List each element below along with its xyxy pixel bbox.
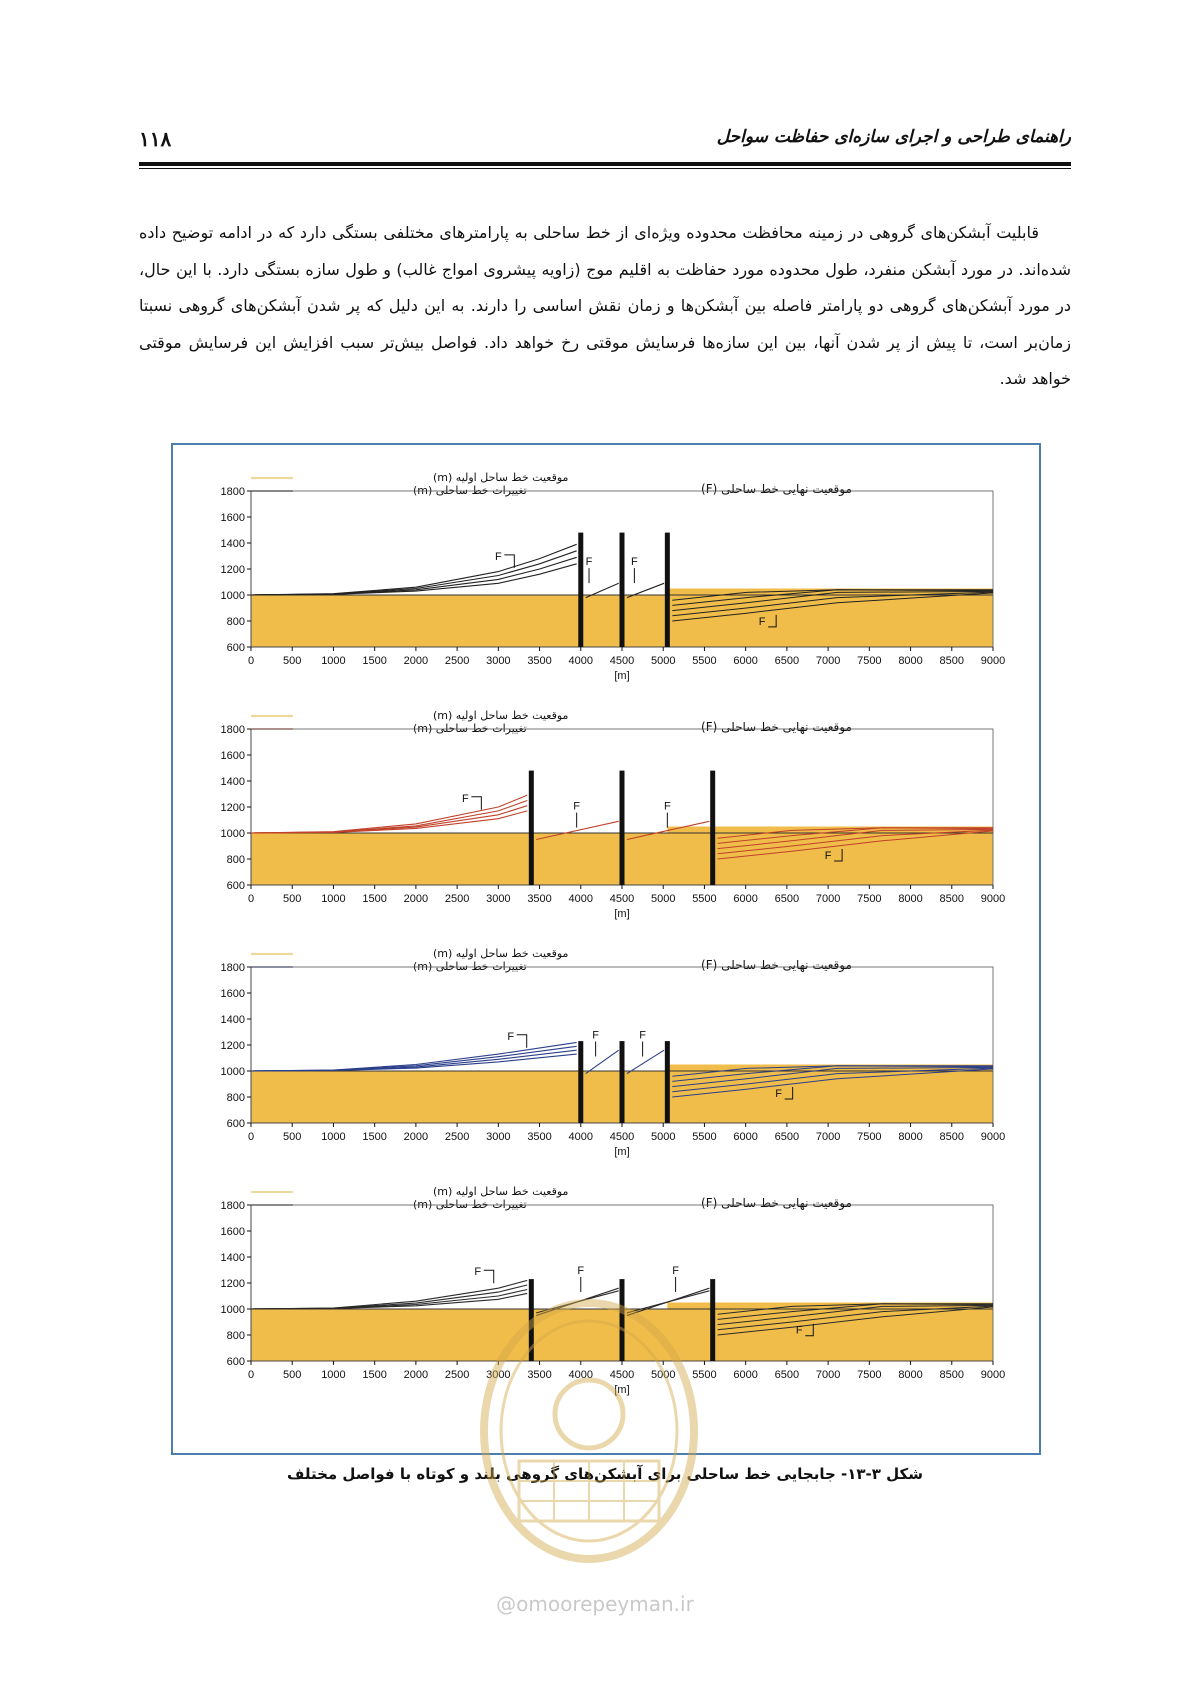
chart-panel-1 xyxy=(221,471,1006,682)
y-tick-label: 1200 xyxy=(220,564,245,576)
final-marker-label: F xyxy=(775,1088,783,1100)
groin-1 xyxy=(529,771,534,885)
y-tick-label: 1800 xyxy=(220,962,245,974)
y-tick-label: 1200 xyxy=(220,802,245,814)
final-marker-label: F xyxy=(630,556,638,569)
chart-panel-3 xyxy=(221,947,1006,1158)
final-marker-label: F xyxy=(639,1029,646,1042)
y-tick-label: 1600 xyxy=(220,512,245,524)
shoreline-curve-4 xyxy=(251,811,527,833)
shoreline-curve-3 xyxy=(251,557,577,595)
x-tick-label: 1500 xyxy=(362,655,387,667)
groin-3 xyxy=(710,771,715,885)
x-tick-label: 8500 xyxy=(939,655,965,667)
y-tick-label: 1000 xyxy=(220,590,245,602)
x-tick-label: 8500 xyxy=(939,893,965,905)
final-marker-label: F xyxy=(494,550,502,563)
groin-2 xyxy=(620,1041,625,1123)
x-tick-label: 3500 xyxy=(527,1131,552,1143)
x-tick-label: 2500 xyxy=(444,893,470,905)
x-tick-label: 2500 xyxy=(444,1369,470,1381)
x-tick-label: 8500 xyxy=(939,1131,965,1143)
x-tick-label: 5000 xyxy=(650,655,676,667)
x-tick-label: 8000 xyxy=(898,1131,923,1143)
final-marker-label: F xyxy=(795,1324,803,1337)
x-tick-label: 1000 xyxy=(321,655,346,667)
y-tick-label: 1200 xyxy=(220,1278,245,1290)
x-tick-label: 500 xyxy=(283,655,302,667)
legend-initial-label: موقعیت خط ساحل اولیه (m) xyxy=(433,471,569,484)
x-tick-label: 1000 xyxy=(321,1131,346,1143)
y-tick-label: 1600 xyxy=(220,988,245,1000)
legend-changes-label: تغییرات خط ساحلی (m) xyxy=(413,722,527,735)
groin-3 xyxy=(710,1279,715,1361)
y-tick-label: 600 xyxy=(226,1356,245,1368)
cell-shoreline xyxy=(586,1050,619,1073)
x-tick-label: 2500 xyxy=(444,1131,470,1143)
x-tick-label: 6000 xyxy=(733,1131,758,1143)
x-tick-label: 4500 xyxy=(609,1131,635,1143)
x-tick-label: 2000 xyxy=(403,1369,429,1381)
x-unit-label: [m] xyxy=(614,1146,630,1158)
y-tick-label: 1400 xyxy=(220,776,245,788)
final-marker-label: F xyxy=(507,1030,515,1043)
y-tick-label: 800 xyxy=(226,1330,245,1342)
watermark-url: @omoorepeyman.ir xyxy=(496,1592,694,1616)
x-tick-label: 9000 xyxy=(980,655,1006,667)
chart-panel-2 xyxy=(221,709,1006,920)
x-tick-label: 5500 xyxy=(692,655,717,667)
groin-1 xyxy=(578,1041,583,1123)
x-tick-label: 5000 xyxy=(650,1369,676,1381)
cell-shoreline xyxy=(627,1050,664,1073)
y-tick-label: 1400 xyxy=(220,538,245,550)
y-tick-label: 800 xyxy=(226,1092,245,1104)
x-tick-label: 5000 xyxy=(650,1131,676,1143)
y-tick-label: 1200 xyxy=(220,1040,245,1052)
x-tick-label: 2500 xyxy=(444,655,470,667)
x-tick-label: 6500 xyxy=(774,1131,800,1143)
x-tick-label: 7000 xyxy=(815,655,841,667)
institution-seal xyxy=(474,1296,704,1566)
x-tick-label: 4500 xyxy=(609,655,635,667)
body-paragraph: قابلیت آبشکن‌های گروهی در زمینه محافظت محدوده ویژه‌ای از خط ساحلی به پارامترهای مختلفی بستگی دارد که در ادامه توضیح داده شده‌اند. در مورد آبشکن منفرد، طول محدوده مورد حفاظت به اقلیم موج (زاویه پیشروی امواج غالب) و طول سازه بستگی دارد. با این حال، در مورد آبشکن‌های گروهی دو پارامتر فاصله بین آبشکن‌ها و زمان نقش اساسی را دارند. به این دلیل که پر شدن آبشکن‌های گروهی نسبتا زمان‌بر است، تا پیش از پر شدن آنها، بین این سازه‌ها فرسایش موقتی رخ خواهد داد. فواصل بیش‌تر سبب افزایش این فرسایش موقتی خواهد شد. xyxy=(139,223,1071,388)
x-tick-label: 7500 xyxy=(857,893,882,905)
x-tick-label: 4500 xyxy=(609,1369,635,1381)
y-tick-label: 1800 xyxy=(220,1200,245,1212)
legend-final-label: موقعیت نهایی خط ساحلی (F) xyxy=(701,482,852,496)
final-marker-label: F xyxy=(461,792,469,805)
x-tick-label: 3000 xyxy=(486,1369,511,1381)
shoreline-curve-4 xyxy=(251,1054,577,1071)
x-tick-label: 6500 xyxy=(774,1369,800,1381)
legend-changes-label: تغییرات خط ساحلی (m) xyxy=(413,1198,527,1211)
x-tick-label: 5500 xyxy=(692,1369,717,1381)
legend-changes-label: تغییرات خط ساحلی (m) xyxy=(413,960,527,973)
x-tick-label: 3500 xyxy=(527,655,552,667)
final-marker-label: F xyxy=(758,615,766,628)
final-marker-label: F xyxy=(672,1264,679,1277)
final-marker-label: F xyxy=(573,800,581,813)
header-rule-thick xyxy=(139,162,1071,166)
legend-final-label: موقعیت نهایی خط ساحلی (F) xyxy=(701,1196,852,1210)
y-tick-label: 1400 xyxy=(220,1014,245,1026)
groin-3 xyxy=(665,1041,670,1123)
y-tick-label: 600 xyxy=(226,880,245,892)
final-marker-label: F xyxy=(577,1264,585,1277)
x-tick-label: 7000 xyxy=(815,1369,841,1381)
final-marker-leader xyxy=(471,797,481,810)
x-tick-label: 9000 xyxy=(980,1131,1006,1143)
legend-final-label: موقعیت نهایی خط ساحلی (F) xyxy=(701,720,852,734)
x-tick-label: 1500 xyxy=(362,1131,387,1143)
x-tick-label: 8500 xyxy=(939,1369,965,1381)
final-marker-leader xyxy=(504,555,514,568)
x-tick-label: 4000 xyxy=(568,893,594,905)
x-tick-label: 1000 xyxy=(321,1369,346,1381)
y-tick-label: 1000 xyxy=(220,828,245,840)
y-tick-label: 1800 xyxy=(220,724,245,736)
y-tick-label: 600 xyxy=(226,642,245,654)
x-tick-label: 6000 xyxy=(733,655,758,667)
x-tick-label: 2000 xyxy=(403,1131,429,1143)
groin-1 xyxy=(578,533,583,647)
y-tick-label: 1000 xyxy=(220,1066,245,1078)
running-title: راهنمای طراحی و اجرای سازه‌ای حفاظت سواحل xyxy=(716,127,1071,147)
legend-initial-label: موقعیت خط ساحل اولیه (m) xyxy=(433,947,569,960)
x-tick-label: 0 xyxy=(247,893,255,905)
x-tick-label: 7500 xyxy=(857,1369,882,1381)
x-tick-label: 4000 xyxy=(568,1131,594,1143)
x-tick-label: 9000 xyxy=(980,893,1006,905)
x-tick-label: 8000 xyxy=(898,655,923,667)
x-tick-label: 7500 xyxy=(857,1131,882,1143)
x-tick-label: 3000 xyxy=(486,655,511,667)
header-rule-thin xyxy=(139,168,1071,169)
legend-final-label: موقعیت نهایی خط ساحلی (F) xyxy=(701,958,852,972)
x-tick-label: 6000 xyxy=(733,893,758,905)
figure-caption: شکل ۳-۱۳- جابجایی خط ساحلی برای آبشکن‌های گروهی بلند و کوتاه با فواصل مختلف xyxy=(286,1465,924,1483)
y-tick-label: 800 xyxy=(226,616,245,628)
x-tick-label: 3000 xyxy=(486,893,511,905)
x-tick-label: 500 xyxy=(283,1131,302,1143)
x-tick-label: 4500 xyxy=(609,893,635,905)
final-marker-leader xyxy=(484,1270,494,1283)
x-unit-label: [m] xyxy=(614,908,630,920)
x-tick-label: 3500 xyxy=(527,893,552,905)
final-marker-label: F xyxy=(474,1266,482,1279)
final-marker-label: F xyxy=(663,800,671,813)
x-tick-label: 6500 xyxy=(774,893,800,905)
x-tick-label: 500 xyxy=(283,893,302,905)
x-tick-label: 500 xyxy=(283,1369,302,1381)
groin-2 xyxy=(620,771,625,885)
final-marker-label: F xyxy=(824,850,832,862)
x-tick-label: 6000 xyxy=(733,1369,758,1381)
x-tick-label: 8000 xyxy=(898,1369,923,1381)
x-tick-label: 5500 xyxy=(692,893,717,905)
y-tick-label: 1000 xyxy=(220,1304,245,1316)
x-tick-label: 2000 xyxy=(403,655,429,667)
x-tick-label: 0 xyxy=(247,1369,255,1381)
x-tick-label: 5000 xyxy=(650,893,676,905)
x-tick-label: 8000 xyxy=(898,893,923,905)
y-tick-label: 1600 xyxy=(220,750,245,762)
shoreline-curve-1 xyxy=(251,544,577,595)
x-tick-label: 3000 xyxy=(486,1131,511,1143)
x-tick-label: 7000 xyxy=(815,893,841,905)
x-tick-label: 1500 xyxy=(362,1369,387,1381)
x-tick-label: 1500 xyxy=(362,893,387,905)
y-tick-label: 1400 xyxy=(220,1252,245,1264)
x-tick-label: 4000 xyxy=(568,655,594,667)
final-marker-label: F xyxy=(592,1029,599,1042)
x-tick-label: 3500 xyxy=(527,1369,552,1381)
legend-initial-label: موقعیت خط ساحل اولیه (m) xyxy=(433,709,569,722)
x-tick-label: 7500 xyxy=(857,655,882,667)
groin-2 xyxy=(620,533,625,647)
x-tick-label: 6500 xyxy=(774,655,800,667)
x-tick-label: 4000 xyxy=(568,1369,594,1381)
x-tick-label: 7000 xyxy=(815,1131,841,1143)
x-tick-label: 9000 xyxy=(980,1369,1006,1381)
x-tick-label: 5500 xyxy=(692,1131,717,1143)
final-marker-label: F xyxy=(585,556,593,569)
x-tick-label: 0 xyxy=(247,655,255,667)
legend-changes-label: تغییرات خط ساحلی (m) xyxy=(413,484,527,497)
final-marker-leader xyxy=(517,1035,527,1048)
shoreline-curve-2 xyxy=(251,551,577,595)
page-number: ۱۱۸ xyxy=(139,127,172,151)
y-tick-label: 800 xyxy=(226,854,245,866)
x-tick-label: 1000 xyxy=(321,893,346,905)
x-tick-label: 2000 xyxy=(403,893,429,905)
running-header xyxy=(139,127,1071,155)
x-unit-label: [m] xyxy=(614,1384,630,1396)
x-tick-label: 0 xyxy=(247,1131,255,1143)
legend-initial-label: موقعیت خط ساحل اولیه (m) xyxy=(433,1185,569,1198)
y-tick-label: 1800 xyxy=(220,486,245,498)
x-unit-label: [m] xyxy=(614,670,630,682)
groin-3 xyxy=(665,533,670,647)
y-tick-label: 1600 xyxy=(220,1226,245,1238)
y-tick-label: 600 xyxy=(226,1118,245,1130)
